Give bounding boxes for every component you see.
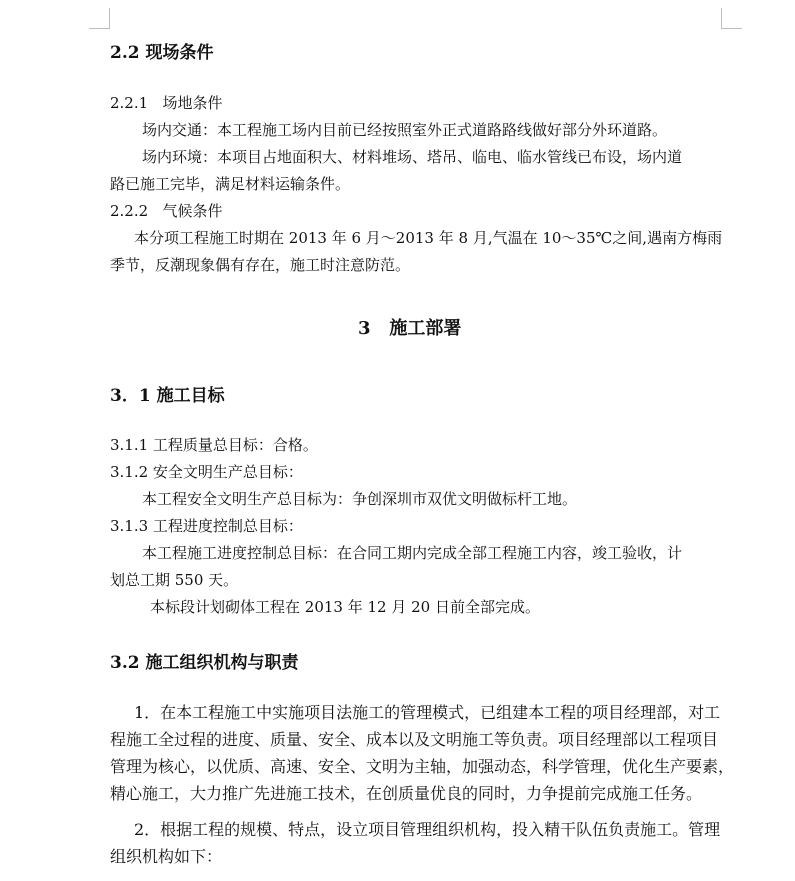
chapter-heading-3: 3 施工部署 <box>358 318 462 339</box>
paragraph-site-environment-line1: 场内环境：本项目占地面积大、材料堆场、塔吊、临电、临水管线已布设，场内道 <box>142 148 683 166</box>
paragraph-safety-goal: 本工程安全文明生产总目标为：争创深圳市双优文明做标杆工地。 <box>142 490 578 508</box>
paragraph-progress-line1: 本工程施工进度控制总目标：在合同工期内完成全部工程施工内容，竣工验收，计 <box>142 544 683 562</box>
paragraph-progress-line2: 划总工期 550 天。 <box>110 571 239 589</box>
paragraph-item1-line3: 管理为核心，以优质、高速、安全、文明为主轴，加强动态，科学管理，优化生产要素， <box>110 757 735 776</box>
paragraph-climate-line2: 季节，反潮现象偶有存在，施工时注意防范。 <box>110 256 411 274</box>
paragraph-site-environment-line2: 路已施工完毕，满足材料运输条件。 <box>110 175 351 193</box>
paragraph-site-traffic: 场内交通：本工程施工场内目前已经按照室外正式道路路线做好部分外环道路。 <box>142 121 668 139</box>
section-heading-3-2: 3.2 施工组织机构与职责 <box>110 653 299 673</box>
margin-corner-mark-left <box>89 8 110 29</box>
paragraph-item1-line1: 1．在本工程施工中实施项目法施工的管理模式，已组建本工程的项目经理部，对工 <box>134 703 721 722</box>
item-3-1-3: 3.1.3 工程进度控制总目标： <box>110 517 303 535</box>
subsection-heading-2-2-1: 2.2.1 场地条件 <box>110 94 223 112</box>
paragraph-item1-line4: 精心施工，大力推广先进施工技术，在创质量优良的同时，力争提前完成施工任务。 <box>110 784 703 803</box>
paragraph-masonry-schedule: 本标段计划砌体工程在 2013 年 12 月 20 日前全部完成。 <box>150 598 540 616</box>
subsection-heading-2-2-2: 2.2.2 气候条件 <box>110 202 223 220</box>
paragraph-climate-line1: 本分项工程施工时期在 2013 年 6 月～2013 年 8 月,气温在 10～35℃之间,遇南方梅雨 <box>134 229 723 247</box>
paragraph-item1-line2: 程施工全过程的进度、质量、安全、成本以及文明施工等负责。项目经理部以工程项目 <box>110 730 719 749</box>
section-heading-3-1: 3．1 施工目标 <box>110 386 225 406</box>
item-3-1-2: 3.1.2 安全文明生产总目标： <box>110 463 303 481</box>
paragraph-item2-line1: 2．根据工程的规模、特点，设立项目管理组织机构，投入精干队伍负责施工。管理 <box>134 820 721 839</box>
item-3-1-1: 3.1.1 工程质量总目标：合格。 <box>110 436 318 454</box>
margin-corner-mark-right <box>721 8 742 29</box>
paragraph-item2-line2: 组织机构如下： <box>110 847 223 866</box>
section-heading-2-2: 2.2 现场条件 <box>110 43 214 63</box>
